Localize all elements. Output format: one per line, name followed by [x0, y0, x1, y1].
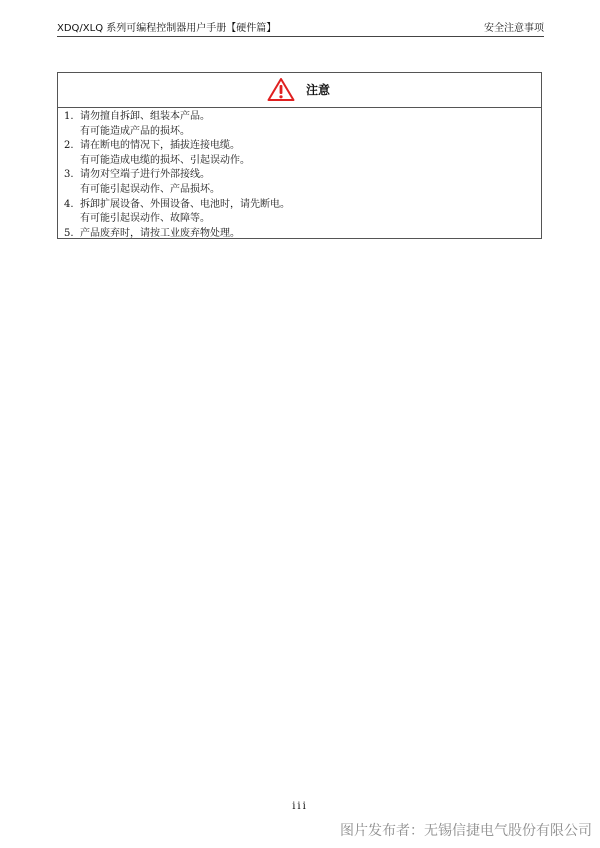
caution-item-line [64, 227, 541, 242]
caution-item [64, 227, 541, 242]
caution-item-text: 请在断电的情况下，插拔连接电缆。 [80, 140, 240, 152]
caution-item [64, 168, 541, 197]
caution-item-text: 拆卸扩展设备、外围设备、电池时，请先断电。 [80, 198, 290, 210]
caution-item-line [64, 139, 541, 154]
caution-item [64, 139, 541, 168]
caution-item-detail: 有可能引起误动作、故障等。 [80, 213, 210, 225]
caution-item-text: 请勿擅自拆卸、组装本产品。 [80, 111, 210, 122]
caution-item-detail: 有可能造成电缆的损坏、引起误动作。 [80, 154, 250, 166]
page-header [57, 20, 544, 37]
caution-notice-box [57, 72, 542, 239]
caution-item [64, 110, 541, 139]
caution-title: 注意 [306, 83, 331, 97]
caution-item-line [64, 110, 541, 125]
caution-item-line [64, 198, 541, 213]
section-title: 安全注意事项 [484, 23, 544, 34]
caution-item [64, 198, 541, 227]
caution-item-number: 2. [64, 140, 74, 152]
caution-item-detail: 有可能引起误动作、产品损坏。 [80, 183, 220, 195]
caution-list [58, 108, 541, 241]
caution-item-number: 5. [64, 227, 74, 239]
caution-item-text: 产品废弃时，请按工业废弃物处理。 [80, 227, 240, 239]
caution-notice-header [58, 73, 541, 108]
caution-item-text: 请勿对空端子进行外部接线。 [80, 169, 210, 181]
page-number: iii [292, 801, 308, 812]
warning-triangle-icon [267, 77, 295, 102]
publisher-watermark: 图片发布者：无锡信捷电气股份有限公司 [340, 823, 592, 839]
caution-item-line [64, 168, 541, 183]
manual-title: XDQ/XLQ 系列可编程控制器用户手册【硬件篇】 [57, 23, 277, 34]
caution-item-number: 3. [64, 169, 74, 181]
caution-item-number: 1. [64, 111, 74, 122]
caution-item-number: 4. [64, 198, 74, 210]
caution-item-detail: 有可能造成产品的损坏。 [80, 125, 190, 137]
